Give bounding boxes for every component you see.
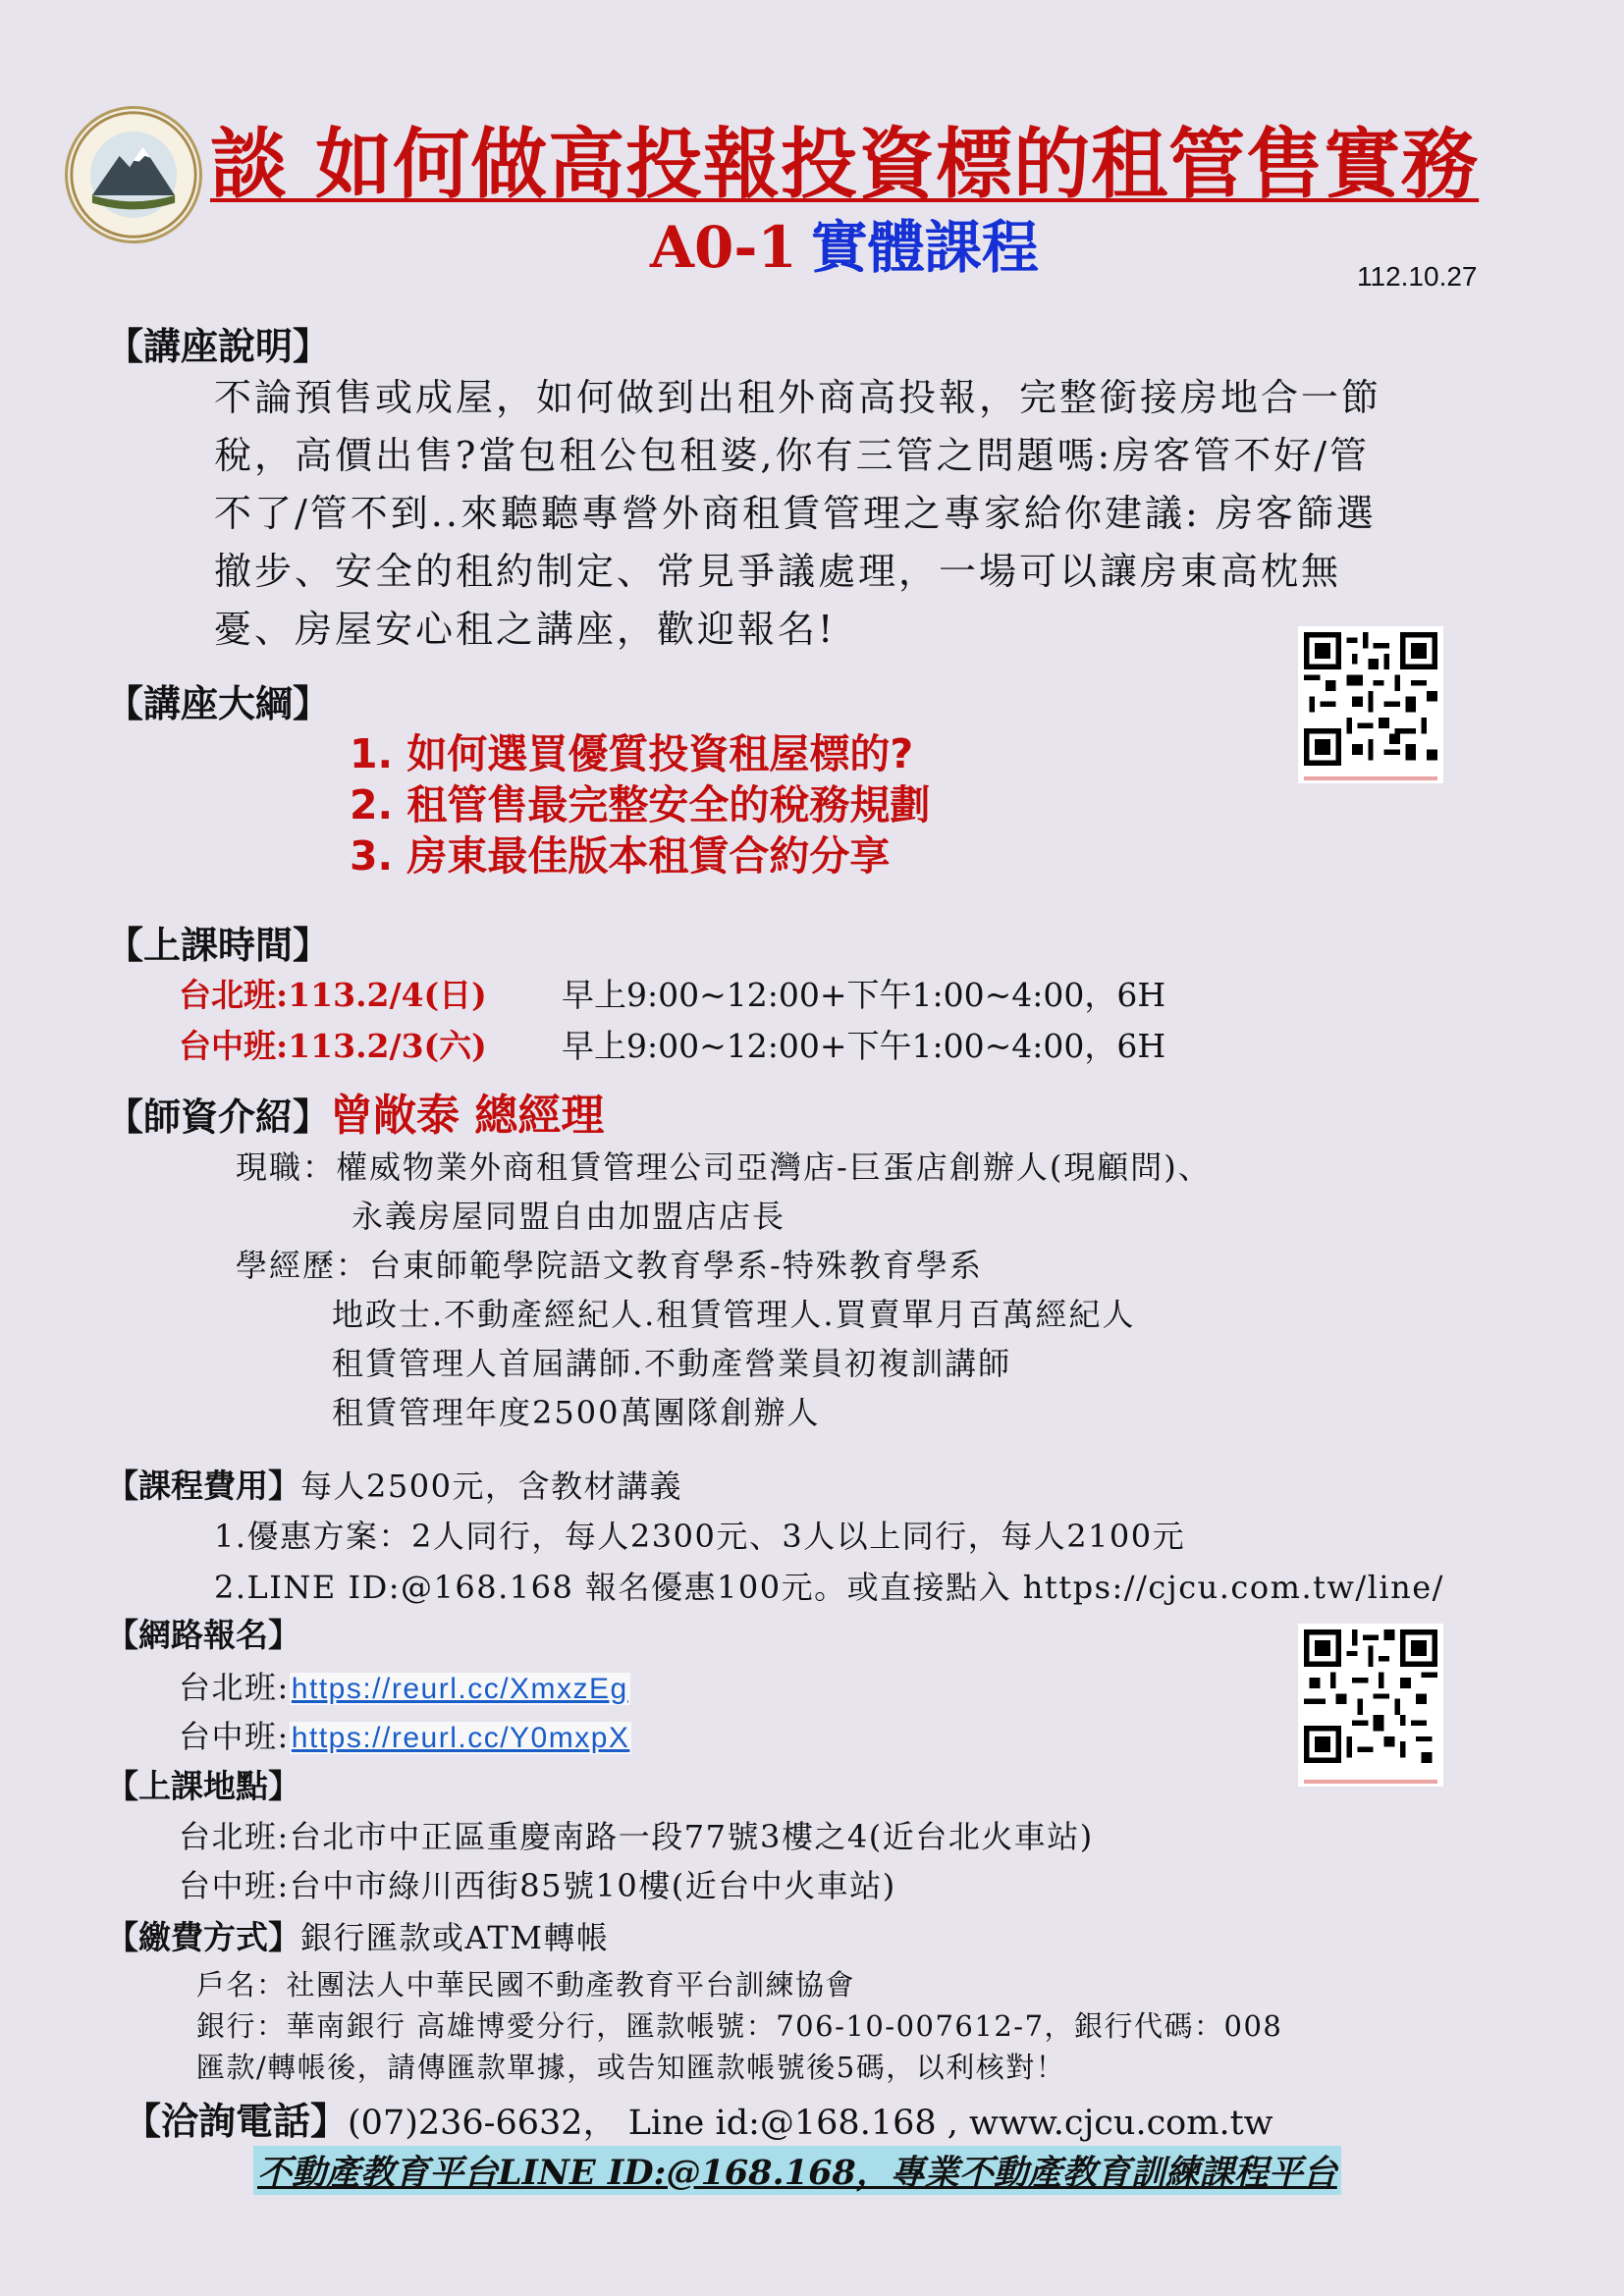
contact-row	[124, 2091, 1273, 2145]
schedule-heading: 【上課時間】	[106, 923, 331, 967]
outline-item: 2. 租管售最完整安全的稅務規劃	[350, 781, 931, 828]
outline-list	[350, 728, 930, 881]
fee-main: 每人2500元，含教材講義	[300, 1468, 682, 1505]
qr-caption	[1304, 1780, 1437, 1784]
issue-date: 112.10.27	[1357, 261, 1478, 292]
outline-item: 1. 如何選買優質投資租屋標的?	[350, 730, 914, 777]
schedule-row	[179, 970, 1165, 1016]
payment-line: 匯款/轉帳後，請傳匯款單據，或告知匯款帳號後5碼，以利核對！	[196, 2051, 1066, 2084]
outline-heading: 【講座大綱】	[106, 681, 331, 725]
register-link-taipei[interactable]: https://reurl.cc/XmxzEg	[291, 1673, 628, 1705]
teacher-bio-line: 租賃管理年度2500萬團隊創辦人	[332, 1394, 821, 1431]
teacher-header	[106, 1080, 604, 1143]
intro-line: 憂、房屋安心租之講座，歡迎報名!	[214, 608, 837, 651]
intro-line: 撤步、安全的租約制定、常見爭議處理，一場可以讓房東高枕無	[214, 550, 1342, 593]
location-line: 台中班:台中市綠川西街85號10樓(近台中火車站)	[179, 1867, 896, 1904]
logo	[65, 106, 202, 243]
fee-row	[106, 1461, 682, 1507]
location-line: 台北班:台北市中正區重慶南路一段77號3樓之4(近台北火車站)	[179, 1818, 1094, 1855]
payment-line: 銀行：華南銀行 高雄博愛分行，匯款帳號：706-10-007612-7，銀行代碼：008	[196, 2009, 1283, 2043]
payment-line: 戶名：社團法人中華民國不動產教育平台訓練協會	[196, 1968, 856, 2002]
qr-code-icon[interactable]	[1298, 1624, 1443, 1787]
teacher-bio-line: 永義房屋同盟自由加盟店店長	[352, 1198, 786, 1235]
qr-caption	[1304, 776, 1437, 780]
register-row	[179, 1663, 630, 1708]
register-label: 台北班:	[179, 1669, 290, 1706]
schedule-time: 早上9:00~12:00+下午1:00~4:00，6H	[562, 1027, 1166, 1065]
qr-code-icon[interactable]	[1298, 626, 1443, 783]
contact-heading: 【洽詢電話】	[124, 2099, 349, 2143]
outline-item: 3. 房東最佳版本租賃合約分享	[350, 832, 891, 880]
register-heading: 【網路報名】	[106, 1616, 300, 1654]
payment-row	[106, 1912, 609, 1958]
payment-heading: 【繳費方式】	[106, 1918, 300, 1956]
teacher-heading: 【師資介紹】	[106, 1095, 331, 1139]
fee-heading: 【課程費用】	[106, 1467, 300, 1505]
teacher-bio-line: 學經歷：台東師範學院語文教育學系-特殊教育學系	[236, 1247, 983, 1284]
page-title: 談 如何做高投報投資標的租管售實務	[210, 120, 1480, 209]
intro-line: 不了/管不到..來聽聽專營外商租賃管理之專家給你建議: 房客篩選	[214, 492, 1377, 535]
register-row	[179, 1712, 631, 1757]
teacher-name: 曾敞泰 總經理	[330, 1091, 605, 1141]
intro-line: 不論預售或成屋，如何做到出租外商高投報，完整銜接房地合一節	[214, 376, 1382, 419]
register-link-taichung[interactable]: https://reurl.cc/Y0mxpX	[291, 1722, 630, 1754]
course-code: A0-1	[650, 214, 797, 281]
location-heading: 【上課地點】	[106, 1767, 300, 1805]
teacher-bio-line: 地政士.不動產經紀人.租賃管理人.買賣單月百萬經紀人	[332, 1296, 1136, 1333]
course-kind: 實體課程	[810, 214, 1039, 281]
footer-banner: 不動產教育平台LINE ID:@168.168，專業不動產教育訓練課程平台	[253, 2146, 1341, 2195]
register-label: 台中班:	[179, 1718, 290, 1755]
schedule-row	[179, 1021, 1165, 1067]
teacher-bio-line: 現職：權威物業外商租賃管理公司亞灣店-巨蛋店創辦人(現顧問)、	[236, 1148, 1212, 1186]
intro-text	[214, 369, 1510, 659]
intro-line: 稅，高價出售?當包租公包租婆,你有三管之問題嗎:房客管不好/管	[214, 434, 1371, 477]
schedule-branch: 台北班:113.2/4(日)	[179, 976, 487, 1014]
intro-heading: 【講座說明】	[106, 324, 331, 368]
schedule-time: 早上9:00~12:00+下午1:00~4:00，6H	[562, 976, 1166, 1014]
schedule-branch: 台中班:113.2/3(六)	[179, 1027, 487, 1065]
contact-text: (07)236-6632， Line id:@168.168 , www.cjcu.com.tw	[348, 2104, 1273, 2143]
fee-line: 1.優惠方案：2人同行，每人2300元、3人以上同行，每人2100元	[214, 1518, 1186, 1555]
payment-main: 銀行匯款或ATM轉帳	[300, 1919, 610, 1956]
fee-line: 2.LINE ID:@168.168 報名優惠100元。或直接點入 https://cjcu.com.tw/line/	[214, 1569, 1444, 1606]
course-subtitle	[650, 201, 1039, 284]
teacher-bio-line: 租賃管理人首屆講師.不動產營業員初複訓講師	[332, 1345, 1012, 1382]
